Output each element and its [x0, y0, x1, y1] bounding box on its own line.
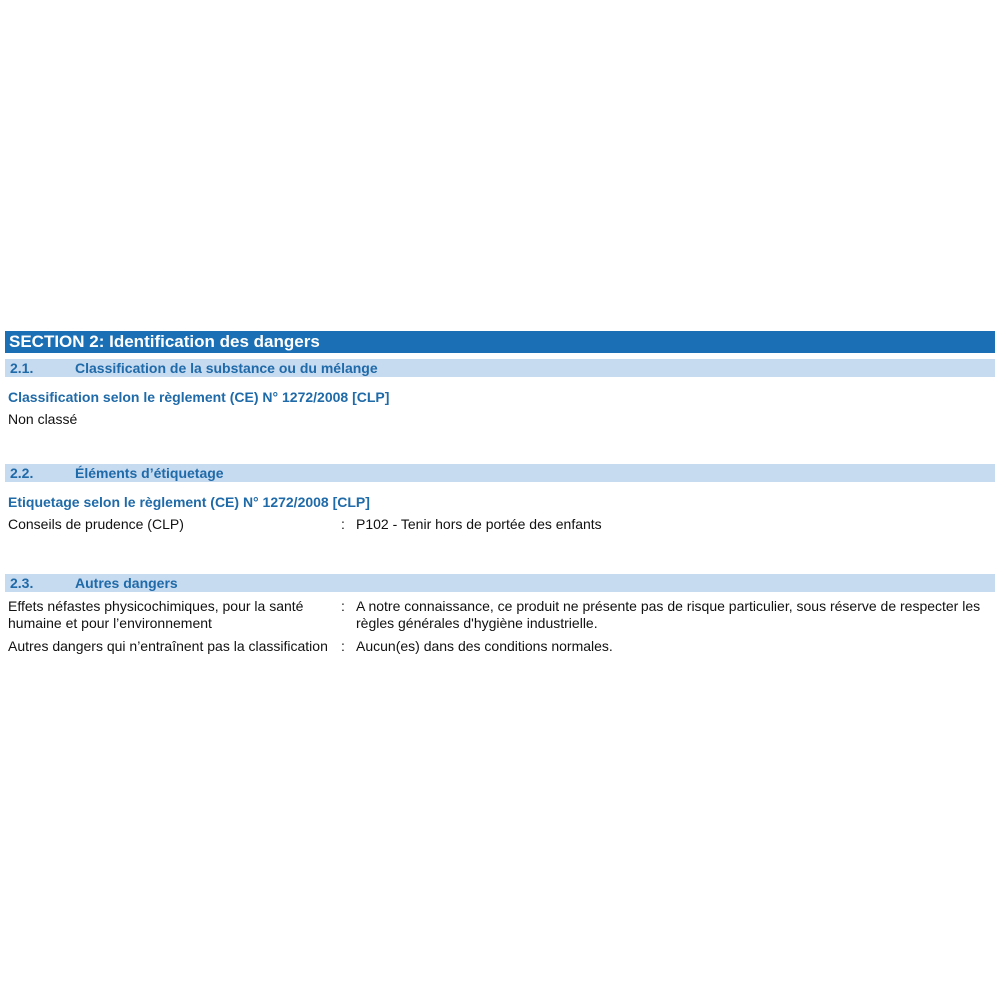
row-separator: : — [341, 598, 345, 614]
row-separator: : — [341, 638, 345, 654]
regulation-title-labelling: Etiquetage selon le règlement (CE) N° 1272/2008 [CLP] — [8, 494, 370, 510]
regulation-title-classification: Classification selon le règlement (CE) N° 1272/2008 [CLP] — [8, 389, 390, 405]
subsection-number: 2.2. — [10, 465, 34, 481]
subsection-number: 2.1. — [10, 360, 34, 376]
row-value-precautionary: P102 - Tenir hors de portée des enfants — [356, 516, 602, 532]
subsection-number: 2.3. — [10, 575, 34, 591]
row-label-adverse-effects: Effets néfastes physicochimiques, pour la santé humaine et pour l’environnement — [8, 598, 304, 631]
subsection-title: Éléments d’étiquetage — [75, 465, 224, 481]
row-label-precautionary: Conseils de prudence (CLP) — [8, 516, 184, 532]
row-separator: : — [341, 516, 345, 532]
section-header — [5, 331, 995, 353]
row-label-other-hazards: Autres dangers qui n’entraînent pas la classification — [8, 638, 328, 654]
subsection-header-2-2 — [5, 464, 995, 482]
row-value-other-hazards: Aucun(es) dans des conditions normales. — [356, 638, 613, 654]
subsection-title: Autres dangers — [75, 575, 178, 591]
classification-value: Non classé — [8, 411, 78, 427]
subsection-header-2-1 — [5, 359, 995, 377]
subsection-title: Classification de la substance ou du mélange — [75, 360, 378, 376]
section-title: SECTION 2: Identification des dangers — [9, 332, 320, 351]
subsection-header-2-3 — [5, 574, 995, 592]
row-value-adverse-effects: A notre connaissance, ce produit ne présente pas de risque particulier, sous réserve de respecter les règles générales d'hygiène industrielle. — [356, 598, 981, 631]
